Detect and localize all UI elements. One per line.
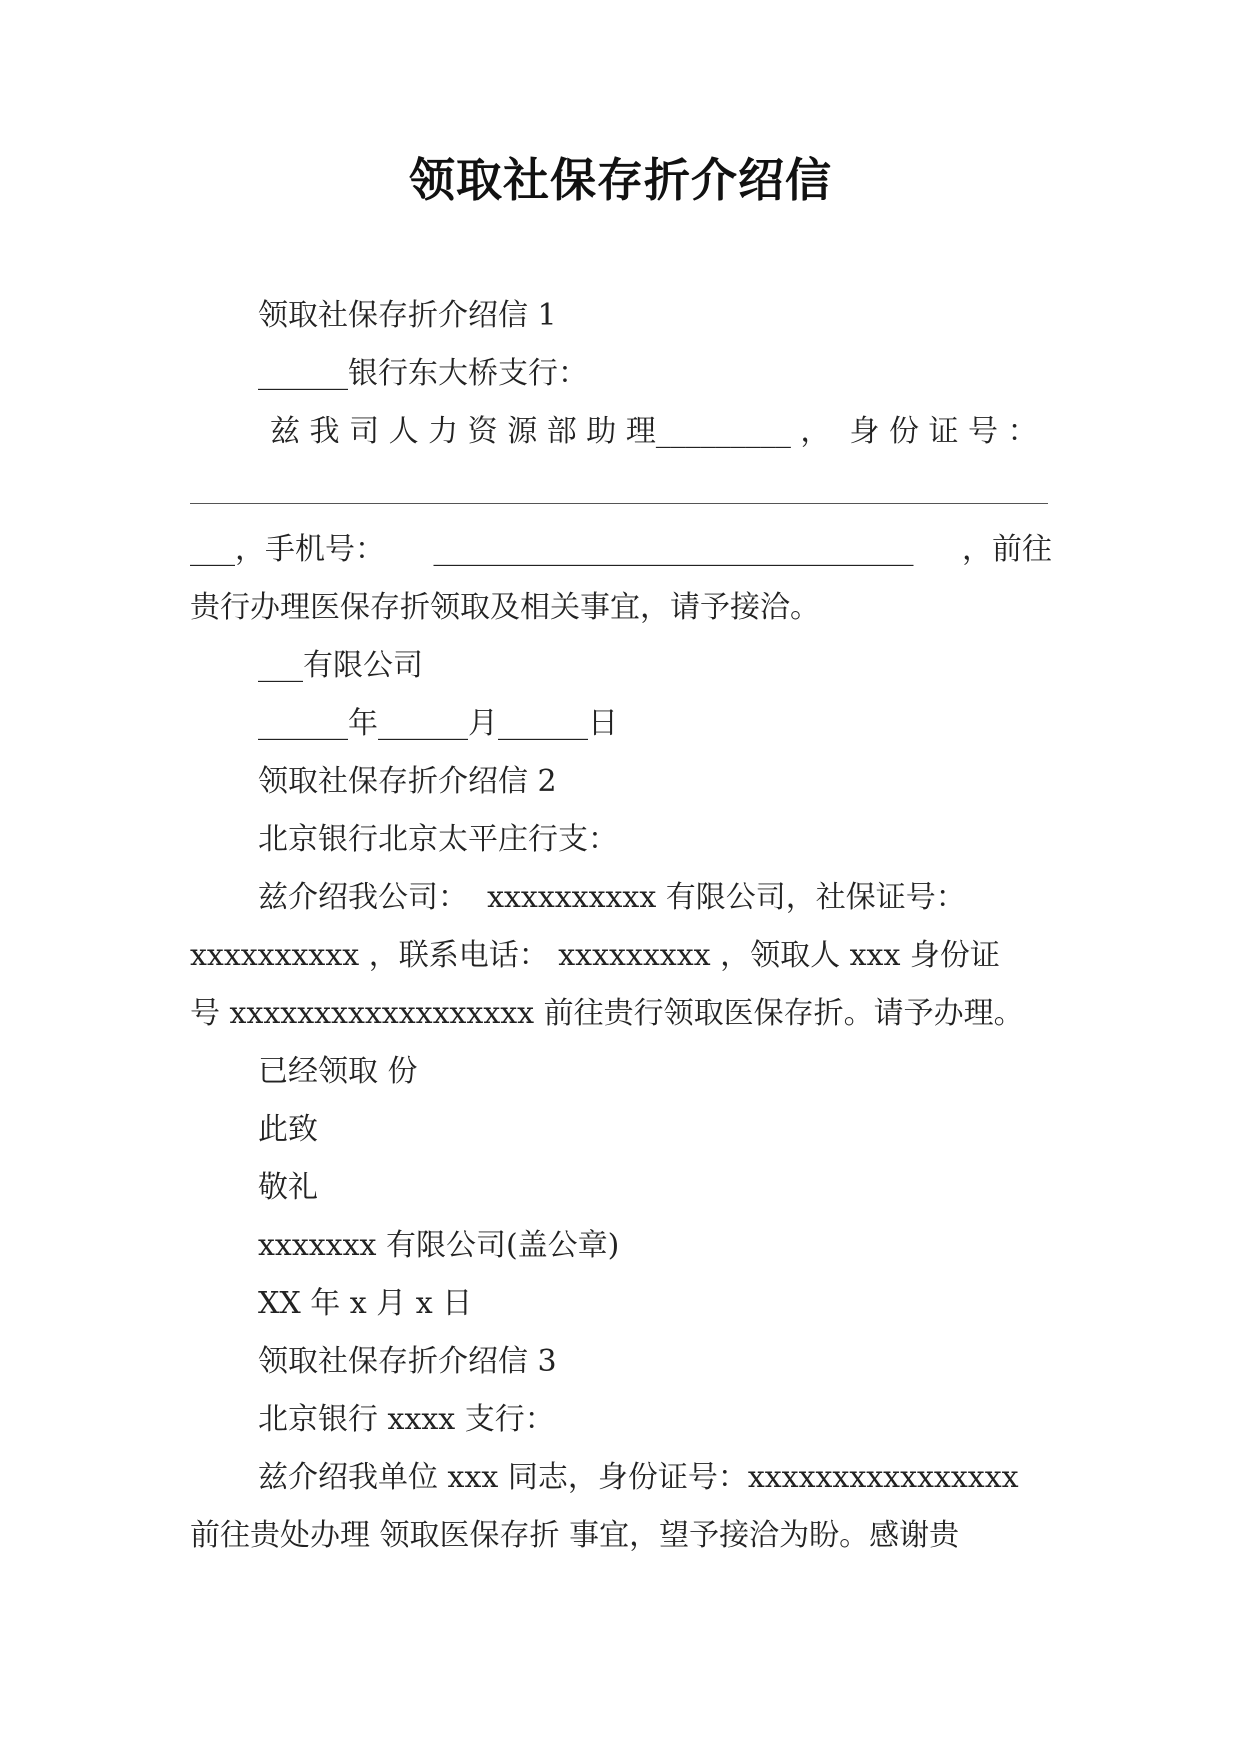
letter-2-received-count: 已经领取 份 bbox=[258, 1054, 418, 1089]
letter-2-body-line-2: xxxxxxxxxx ，联系电话： xxxxxxxxx ，领取人 xxx 身份证 bbox=[190, 938, 1000, 973]
letter-3-recipient: 北京银行 xxxx 支行： bbox=[258, 1402, 555, 1437]
document-title: 领取社保存折介绍信 bbox=[409, 153, 832, 207]
blank-underline bbox=[190, 503, 1048, 504]
letter-3-body-line-1: 兹介绍我单位 xxx 同志，身份证号：xxxxxxxxxxxxxxxx bbox=[258, 1460, 1019, 1495]
letter-3-body-line-2: 前往贵处办理 领取医保存折 事宜，望予接洽为盼。感谢贵 bbox=[190, 1518, 960, 1553]
phone-label: ___，手机号： bbox=[190, 532, 385, 567]
letter-2-closing-1: 此致 bbox=[258, 1112, 318, 1147]
phone-blank: ________________________________ bbox=[433, 532, 914, 567]
letter-2-company-seal: xxxxxxx 有限公司(盖公章) bbox=[258, 1228, 620, 1263]
letter-2-recipient: 北京银行北京太平庄行支： bbox=[258, 822, 618, 857]
letter-2-closing-2: 敬礼 bbox=[258, 1170, 318, 1205]
go-to-text: ，前往 bbox=[962, 532, 1052, 567]
letter-1-body-line-2 bbox=[190, 530, 1052, 570]
letter-2-body-line-3: 号 xxxxxxxxxxxxxxxxxx 前往贵行领取医保存折。请予办理。 bbox=[190, 996, 1024, 1031]
letter-3-heading: 领取社保存折介绍信 3 bbox=[258, 1344, 557, 1379]
letter-2-heading: 领取社保存折介绍信 2 bbox=[258, 764, 557, 799]
letter-1-date: ______年______月______日 bbox=[258, 706, 618, 741]
letter-2-date: XX 年 x 月 x 日 bbox=[258, 1286, 473, 1321]
letter-1-recipient: ______银行东大桥支行： bbox=[258, 356, 588, 391]
letter-1-heading: 领取社保存折介绍信 1 bbox=[258, 298, 557, 333]
letter-1-company: ___有限公司 bbox=[258, 648, 423, 683]
letter-1-body-line-1: 兹 我 司 人 力 资 源 部 助 理_________ ， 身 份 证 号 ： bbox=[270, 414, 1038, 449]
letter-2-body-line-1: 兹介绍我公司： xxxxxxxxxx 有限公司，社保证号： bbox=[258, 880, 966, 915]
letter-1-body-line-3: 贵行办理医保存折领取及相关事宜，请予接洽。 bbox=[190, 590, 820, 625]
